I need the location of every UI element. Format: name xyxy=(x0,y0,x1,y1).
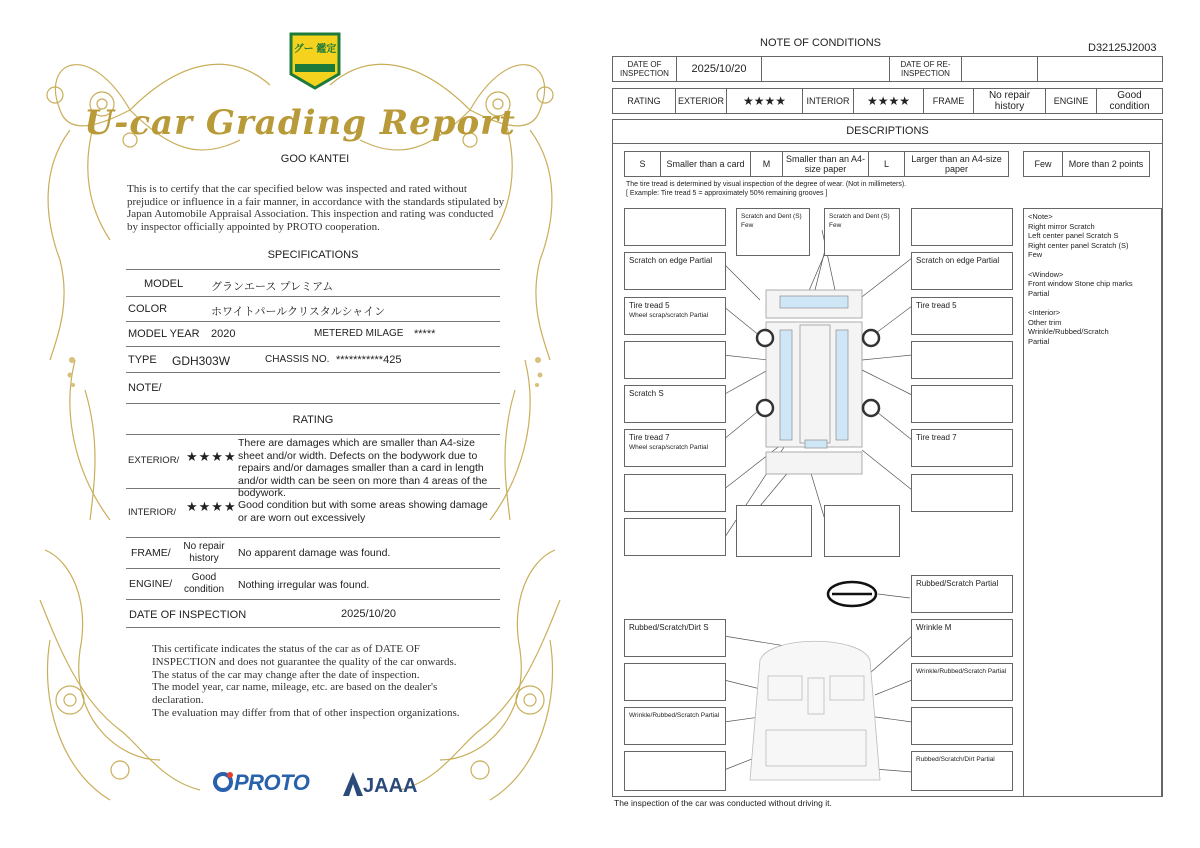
damage-box-left-tire-rear xyxy=(624,429,726,467)
notes-line: Wrinkle/Rubbed/Scratch xyxy=(1028,327,1109,337)
type-label: TYPE xyxy=(128,354,157,366)
interior-label: INTERIOR xyxy=(803,89,854,114)
model-value: グランエース プレミアム xyxy=(211,281,334,293)
legend-l: L xyxy=(869,152,905,177)
damage-box-int-left-1 xyxy=(624,619,726,657)
legend-l-text: Larger than an A4-size paper xyxy=(905,152,1009,177)
chassis-label: CHASSIS NO. xyxy=(265,354,330,365)
footer-line: INSPECTION and does not guarantee the quality of the car onwards. xyxy=(152,655,457,668)
frame-value: No repair history xyxy=(974,89,1046,114)
notes-line: <Interior> xyxy=(1028,307,1061,317)
type-value: GDH303W xyxy=(172,354,231,368)
rating-row-engine xyxy=(126,569,500,600)
color-value: ホワイトパールクリスタルシャイン xyxy=(211,306,386,318)
legend-m: M xyxy=(751,152,783,177)
interior-stars: ★★★★ xyxy=(186,499,237,514)
spec-row-note xyxy=(126,373,500,404)
spec-row-model xyxy=(126,270,500,297)
exterior-label: EXTERIOR xyxy=(676,89,727,114)
tire-note-2: [ Example: Tire tread 5 = approximately 50% remaining grooves ] xyxy=(626,190,828,197)
engine-text: Nothing irregular was found. xyxy=(238,579,370,591)
notes-spacer xyxy=(1028,260,1157,270)
damage-box-label: Tire tread 5 xyxy=(629,301,670,310)
damage-box-label: Wrinkle/Rubbed/Scratch Partial xyxy=(629,712,720,719)
engine-value: Good condition xyxy=(183,572,225,595)
damage-box xyxy=(911,341,1013,379)
engine-label: ENGINE xyxy=(1046,89,1097,114)
damage-box-top-left xyxy=(736,208,810,256)
rating-row-frame xyxy=(126,538,500,569)
model-label: MODEL xyxy=(144,278,184,290)
date-of-inspection-label: DATE OF INSPECTION xyxy=(613,57,677,82)
notes-line: Few xyxy=(1028,250,1043,260)
spec-row-model-year xyxy=(126,322,500,347)
chassis-value: ***********425 xyxy=(336,354,402,366)
rating-row-interior xyxy=(126,489,500,538)
date-row xyxy=(126,600,500,628)
damage-box-right-tire-rear xyxy=(911,429,1013,467)
spec-row-color xyxy=(126,297,500,322)
footer-line: This certificate indicates the status of the car as of DATE OF xyxy=(152,643,420,655)
date-value: 2025/10/20 xyxy=(341,608,397,620)
model-year-label: MODEL YEAR xyxy=(128,328,200,340)
damage-box xyxy=(624,341,726,379)
damage-box xyxy=(624,751,726,791)
damage-box xyxy=(736,505,812,557)
damage-box-label: Scratch S xyxy=(629,389,664,398)
damage-box xyxy=(911,707,1013,745)
jaaa-logo-icon xyxy=(343,772,363,796)
damage-box-label: Scratch on edge Partial xyxy=(916,256,1000,265)
damage-box-label: Rubbed/Scratch/Dirt S xyxy=(629,623,709,632)
footer-line: declaration. xyxy=(152,694,204,707)
damage-box-label: Scratch and Dent (S) Few xyxy=(829,213,890,229)
damage-box-label: Wrinkle/Rubbed/Scratch Partial xyxy=(916,668,1007,675)
certificate-footer xyxy=(152,643,482,720)
report-title: U-car Grading Report xyxy=(84,103,516,143)
damage-box-label: Scratch on edge Partial xyxy=(629,256,713,265)
note-of-conditions xyxy=(600,0,1200,848)
exterior-stars: ★★★★ xyxy=(727,89,803,114)
notes-line: <Note> xyxy=(1028,212,1053,221)
damage-box xyxy=(824,505,900,557)
notes-line: Other trim xyxy=(1028,317,1062,327)
certify-text: This is to certify that the car specified below was inspected and rated without prejudice or influence in a fair manner, in accordance with the standards stipulated by Japan Automobile Appraisal Association. This inspection and rating was conducted by inspector officially appointed by PROTO cooperation. xyxy=(127,183,505,233)
jaaa-logo xyxy=(343,772,417,798)
notes-line: Partial xyxy=(1028,288,1050,298)
damage-box-left-scratch xyxy=(624,385,726,423)
rating-label: RATING xyxy=(613,89,676,114)
damage-box xyxy=(624,518,726,556)
damage-box-label: Scratch and Dent (S) Few xyxy=(741,213,802,229)
frame-text: No apparent damage was found. xyxy=(238,547,391,559)
rating-title: RATING xyxy=(292,414,334,426)
notes-line: Right mirror Scratch xyxy=(1028,221,1095,231)
proto-logo xyxy=(212,770,309,796)
interior-stars: ★★★★ xyxy=(854,89,924,114)
frame-label: FRAME/ xyxy=(131,547,171,559)
damage-box-left-tire-front xyxy=(624,297,726,335)
legend-s-text: Smaller than a card xyxy=(661,152,751,177)
damage-box-int-right-1 xyxy=(911,619,1013,657)
damage-box-sublabel: Wheel scrap/scratch Partial xyxy=(629,312,709,319)
damage-box xyxy=(624,208,726,246)
tire-note-1: The tire tread is determined by visual inspection of the degree of wear. (Not in millimeters). xyxy=(626,181,907,188)
goo-kantei-badge xyxy=(287,30,343,90)
footer-line: The status of the car may change after the date of inspection. xyxy=(152,668,420,681)
reinspection-label: DATE OF RE-INSPECTION xyxy=(890,57,962,82)
rating-top-rule xyxy=(126,427,500,435)
proto-logo-icon xyxy=(212,771,234,793)
report-subtitle: GOO KANTEI xyxy=(280,153,350,165)
note-code: D32125J2003 xyxy=(1088,42,1157,54)
driven-note: The inspection of the car was conducted without driving it. xyxy=(614,798,832,808)
notes-line: <Window> xyxy=(1028,269,1064,279)
legend-few-text: More than 2 points xyxy=(1063,152,1150,177)
notes-line: Front window Stone chip marks xyxy=(1028,279,1133,289)
mileage-label: METERED MILAGE xyxy=(314,328,404,339)
damage-box-label: Tire tread 7 xyxy=(916,433,957,442)
legend-m-text: Smaller than an A4-size paper xyxy=(783,152,869,177)
damage-box xyxy=(624,474,726,512)
badge-text: グー 鑑定 xyxy=(293,44,337,55)
damage-box xyxy=(911,474,1013,512)
model-year-value: 2020 xyxy=(211,328,236,340)
notes-box xyxy=(1023,208,1162,797)
notes-spacer xyxy=(1028,298,1157,308)
damage-box-label: Wrinkle M xyxy=(916,623,952,632)
engine-label: ENGINE/ xyxy=(129,578,173,590)
damage-box-label: Tire tread 5 xyxy=(916,301,957,310)
notes-line: Partial xyxy=(1028,336,1050,346)
damage-box xyxy=(911,385,1013,423)
specifications-title: SPECIFICATIONS xyxy=(267,249,359,261)
damage-box-sublabel: Wheel scrap/scratch Partial xyxy=(629,444,709,451)
damage-box-right-edge xyxy=(911,252,1013,290)
descriptions-title: DESCRIPTIONS xyxy=(612,119,1163,144)
notes-line: Right center panel Scratch (S) xyxy=(1028,240,1129,250)
exterior-stars: ★★★★ xyxy=(186,449,237,464)
rating-row-exterior xyxy=(126,435,500,499)
damage-box-left-edge xyxy=(624,252,726,290)
spec-top-rule xyxy=(126,262,500,270)
spec-row-type xyxy=(126,347,500,373)
exterior-label: EXTERIOR/ xyxy=(128,455,180,466)
damage-box-int-right-2 xyxy=(911,663,1013,701)
legend-few: Few xyxy=(1024,152,1063,177)
interior-label: INTERIOR/ xyxy=(128,507,177,518)
notes-line: Left center panel Scratch S xyxy=(1028,231,1119,241)
note-title: NOTE OF CONDITIONS xyxy=(760,37,881,49)
damage-box-label: Tire tread 7 xyxy=(629,433,670,442)
damage-box-right-tire-front xyxy=(911,297,1013,335)
color-label: COLOR xyxy=(128,303,168,315)
damage-box-steering xyxy=(911,575,1013,613)
interior-text: Good condition but with some areas showing damage or are worn out excessively xyxy=(238,499,488,524)
frame-value: No repair history xyxy=(183,541,225,564)
note-label: NOTE/ xyxy=(128,382,162,394)
legend-s: S xyxy=(625,152,661,177)
engine-value: Good condition xyxy=(1097,89,1163,114)
proto-logo-text: PROTO xyxy=(234,770,310,795)
jaaa-logo-text: JAAA xyxy=(363,775,418,797)
damage-box-int-right-4 xyxy=(911,751,1013,791)
exterior-text: There are damages which are smaller than A4-size sheet and/or width. Defects on the bodywork due to repairs and/or damages smaller than a card in length and/or width can be seen on more than 4 areas of the bodywork. xyxy=(238,437,488,499)
footer-line: The evaluation may differ from that of other inspection organizations. xyxy=(152,706,460,719)
frame-label: FRAME xyxy=(924,89,974,114)
damage-box-int-left-3 xyxy=(624,707,726,745)
damage-box-label: Rubbed/Scratch/Dirt Partial xyxy=(916,756,995,763)
damage-box xyxy=(911,208,1013,246)
mileage-value: ***** xyxy=(414,328,436,340)
date-label: DATE OF INSPECTION xyxy=(129,609,247,621)
damage-box-top-right xyxy=(824,208,900,256)
steering-wheel-icon xyxy=(828,582,876,606)
date-of-inspection-value: 2025/10/20 xyxy=(677,57,762,82)
footer-line: The model year, car name, mileage, etc. are based on the dealer's xyxy=(152,681,438,694)
damage-box xyxy=(624,663,726,701)
damage-box-label: Rubbed/Scratch Partial xyxy=(916,579,999,588)
